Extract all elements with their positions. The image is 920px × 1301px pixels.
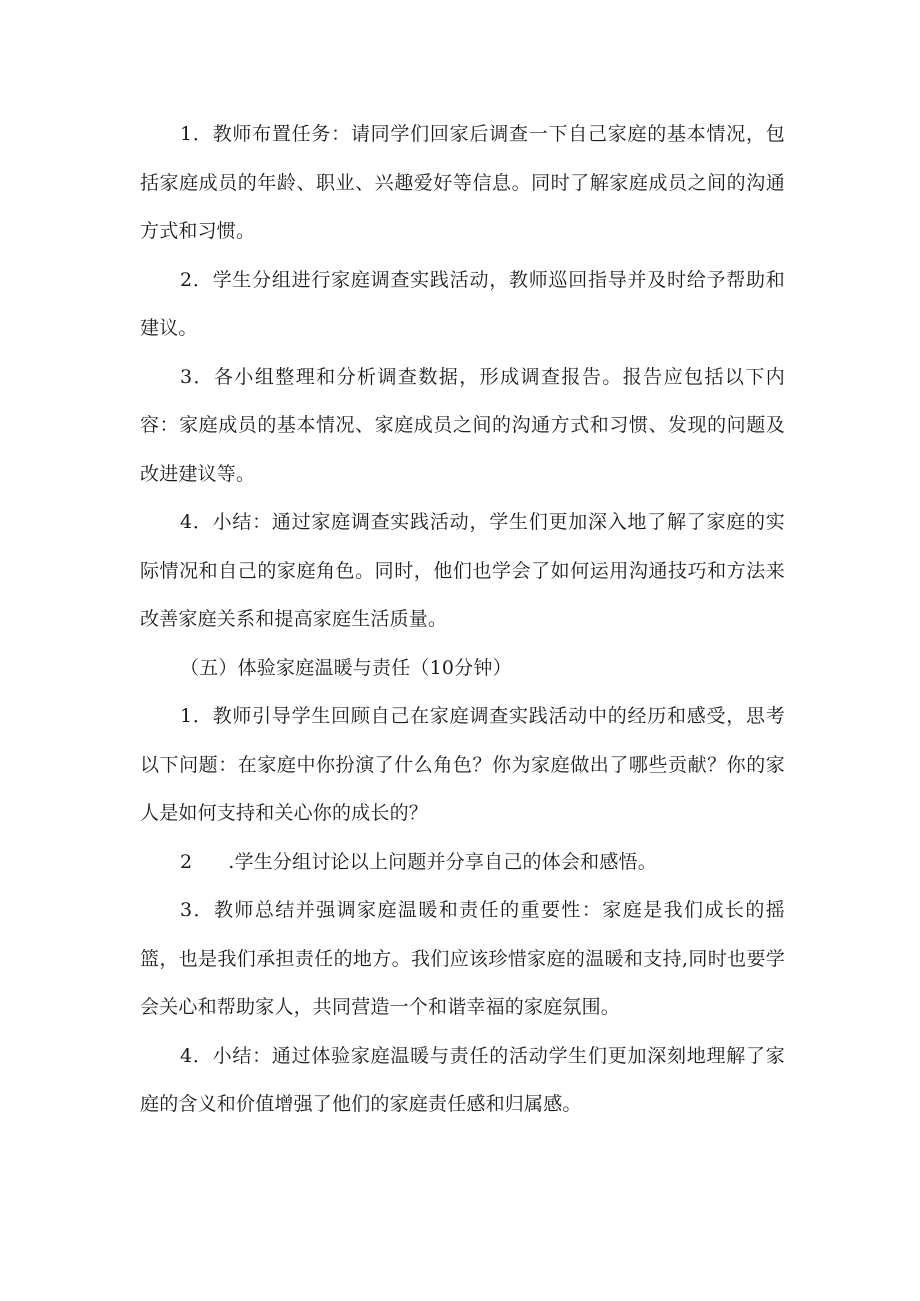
section-title: （五）体验家庭温暖与责任（10分钟） [180, 656, 512, 679]
paragraph-summary-2: 4．小结：通过体验家庭温暖与责任的活动学生们更加深刻地理解了家庭的含义和价值增强了他们的家庭责任感和归属感。 [140, 1044, 785, 1115]
paragraph-group-survey: 2．学生分组进行家庭调查实践活动，教师巡回指导并及时给予帮助和建议。 [140, 268, 785, 339]
paragraph-group-discussion [140, 838, 785, 887]
paragraph-summary-1: 4．小结：通过家庭调查实践活动，学生们更加深入地了解了家庭的实际情况和自己的家庭角色。同时，他们也学会了如何运用沟通技巧和方法来改善家庭关系和提高家庭生活质量。 [140, 511, 785, 630]
paragraph-number: 2 [180, 850, 193, 873]
paragraph-survey-report: 3．各小组整理和分析调查数据，形成调查报告。报告应包括以下内容：家庭成员的基本情况、家庭成员之间的沟通方式和习惯、发现的问题及改进建议等。 [140, 365, 785, 485]
paragraph-body: .学生分组讨论以上问题并分享自己的体会和感悟。 [228, 850, 657, 873]
paragraph-task-assignment: 1．教师布置任务：请同学们回家后调查一下自己家庭的基本情况，包括家庭成员的年龄、职业、兴趣爱好等信息。同时了解家庭成员之间的沟通方式和习惯。 [140, 123, 785, 242]
paragraph-teacher-summary: 3．教师总结并强调家庭温暖和责任的重要性：家庭是我们成长的摇篮，也是我们承担责任的地方。我们应该珍惜家庭的温暖和支持,同时也要学会关心和帮助家人，共同营造一个和谐幸福的家庭氛围。 [140, 899, 785, 1018]
document-page [140, 110, 785, 1129]
paragraph-reflection: 1．教师引导学生回顾自己在家庭调查实践活动中的经历和感受，思考以下问题：在家庭中你扮演了什么角色？你为家庭做出了哪些贡献？你的家人是如何支持和关心你的成长的？ [140, 705, 785, 824]
